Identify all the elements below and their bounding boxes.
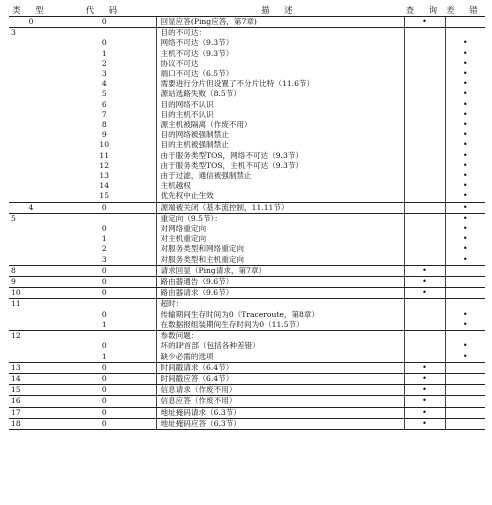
cell-error-mark (445, 17, 485, 28)
cell-code: 0 (53, 362, 156, 373)
cell-type: 12 (9, 331, 53, 342)
cell-description: 超时： (156, 299, 404, 310)
cell-error-mark: • (445, 341, 485, 351)
cell-query-mark (404, 140, 445, 150)
cell-query-mark (404, 202, 445, 213)
cell-error-mark: • (445, 255, 485, 266)
cell-code: 1 (101, 234, 107, 244)
cell-query-mark (404, 79, 445, 89)
cell-type (9, 89, 53, 99)
cell-description: 源站选路失败（8.5节） (156, 89, 404, 99)
cell-query-mark (404, 310, 445, 320)
cell-code: 0 (101, 341, 107, 351)
cell-code: 0 (53, 396, 156, 407)
header-error: 差 错 (446, 4, 484, 15)
cell-type: 18 (9, 418, 53, 429)
cell-error-mark (445, 373, 485, 384)
cell-code: 8 (101, 120, 107, 130)
cell-code: 0 (101, 309, 107, 319)
cell-code: 0 (53, 202, 156, 213)
table-row (9, 288, 485, 299)
cell-type (9, 191, 53, 202)
cell-type (9, 100, 53, 110)
cell-error-mark: • (445, 352, 485, 363)
table-row (9, 418, 485, 429)
cell-code: 0 (53, 407, 156, 418)
table-row (9, 140, 485, 150)
cell-description: 地址掩码请求（6.3节） (156, 407, 404, 418)
cell-type: 17 (9, 407, 53, 418)
header-code: 代 码 (53, 3, 156, 17)
cell-type (9, 161, 53, 171)
cell-error-mark: • (445, 38, 485, 48)
cell-query-mark (404, 341, 445, 351)
cell-description: 目的主机不认识 (156, 110, 404, 120)
cell-query-mark (404, 244, 445, 254)
cell-code: 12 (99, 160, 110, 170)
table-header (9, 3, 485, 17)
cell-error-mark: • (445, 89, 485, 99)
cell-type: 11 (9, 299, 53, 310)
cell-code: 0 (53, 277, 156, 288)
cell-error-mark: • (445, 130, 485, 140)
cell-code: 1 (53, 352, 156, 363)
table-row (9, 224, 485, 234)
cell-query-mark (404, 234, 445, 244)
cell-error-mark: • (445, 202, 485, 213)
cell-description: 由于服务类型TOS，主机不可达（9.3节） (156, 161, 404, 171)
table-row (9, 255, 485, 266)
cell-code: 0 (53, 288, 156, 299)
table-row (9, 89, 485, 99)
cell-description: 源主机被隔离（作废不用） (156, 120, 404, 130)
cell-type: 5 (9, 213, 53, 224)
table-row (9, 171, 485, 181)
table-row (9, 299, 485, 310)
cell-error-mark (445, 277, 485, 288)
cell-query-mark (404, 161, 445, 171)
cell-query-mark: • (404, 17, 445, 28)
cell-error-mark: • (445, 310, 485, 320)
cell-error-mark: • (445, 110, 485, 120)
cell-query-mark (404, 110, 445, 120)
cell-description: 目的网络不认识 (156, 100, 404, 110)
table-row (9, 28, 485, 39)
cell-code: 2 (101, 244, 107, 254)
table-row (9, 17, 485, 28)
cell-query-mark: • (404, 277, 445, 288)
table-row (9, 202, 485, 213)
cell-query-mark (404, 59, 445, 69)
cell-description: 端口不可达（6.5节） (156, 69, 404, 79)
cell-query-mark: • (404, 362, 445, 373)
cell-type (9, 255, 53, 266)
cell-description: 由于服务类型TOS，网络不可达（9.3节） (156, 151, 404, 161)
cell-type: 16 (9, 396, 53, 407)
cell-query-mark: • (404, 288, 445, 299)
cell-description: 目的网络被强制禁止 (156, 130, 404, 140)
cell-description: 对服务类型和主机重定向 (156, 255, 404, 266)
table-row (9, 310, 485, 320)
cell-code: 0 (53, 385, 156, 396)
cell-description: 对主机重定向 (156, 234, 404, 244)
cell-description: 网络不可达（9.3节） (156, 38, 404, 48)
cell-query-mark (404, 299, 445, 310)
cell-query-mark (404, 49, 445, 59)
cell-query-mark (404, 100, 445, 110)
cell-query-mark: • (404, 373, 445, 384)
cell-error-mark: • (445, 213, 485, 224)
cell-error-mark: • (445, 59, 485, 69)
table-row (9, 191, 485, 202)
cell-code: 9 (101, 130, 107, 140)
cell-description: 主机不可达（9.3节） (156, 49, 404, 59)
cell-type (9, 38, 53, 48)
table-row (9, 234, 485, 244)
cell-query-mark: • (404, 407, 445, 418)
cell-query-mark (404, 224, 445, 234)
table-row (9, 130, 485, 140)
table-row (9, 100, 485, 110)
cell-type: 15 (9, 385, 53, 396)
cell-description: 源端被关闭（基本流控制，11.11节） (156, 202, 404, 213)
cell-description: 信息应答（作废不用） (156, 396, 404, 407)
cell-description: 协议不可达 (156, 59, 404, 69)
cell-code (53, 28, 156, 39)
cell-code: 3 (101, 69, 107, 79)
table-row (9, 407, 485, 418)
cell-code: 11 (99, 150, 110, 160)
cell-error-mark (445, 299, 485, 310)
cell-code: 3 (53, 255, 156, 266)
cell-type (9, 69, 53, 79)
table-row (9, 213, 485, 224)
cell-query-mark (404, 151, 445, 161)
cell-error-mark: • (445, 161, 485, 171)
cell-error-mark: • (445, 181, 485, 191)
cell-type (9, 320, 53, 331)
cell-code: 1 (53, 320, 156, 331)
cell-type: 9 (9, 277, 53, 288)
table-row (9, 331, 485, 342)
table-row (9, 79, 485, 89)
cell-query-mark (404, 181, 445, 191)
table-row (9, 69, 485, 79)
cell-query-mark (404, 352, 445, 363)
cell-error-mark: • (445, 49, 485, 59)
cell-error-mark: • (445, 320, 485, 331)
table-row (9, 341, 485, 351)
table-row (9, 265, 485, 276)
cell-type: 14 (9, 373, 53, 384)
cell-error-mark: • (445, 140, 485, 150)
cell-query-mark (404, 331, 445, 342)
table-row (9, 151, 485, 161)
cell-type (9, 171, 53, 181)
cell-description: 请求回显（Ping请求，第7章） (156, 265, 404, 276)
cell-description: 回显应答(Ping应答，第7章) (156, 17, 404, 28)
cell-type (9, 310, 53, 320)
cell-query-mark (404, 171, 445, 181)
cell-error-mark (445, 396, 485, 407)
cell-code (53, 331, 156, 342)
cell-code: 0 (53, 265, 156, 276)
cell-description: 对网络重定向 (156, 224, 404, 234)
cell-code: 13 (99, 171, 110, 181)
cell-type (9, 140, 53, 150)
cell-code: 1 (101, 48, 107, 58)
cell-code: 0 (101, 38, 107, 48)
cell-query-mark (404, 255, 445, 266)
cell-description: 由于过滤，通信被强制禁止 (156, 171, 404, 181)
cell-error-mark (445, 362, 485, 373)
table-row (9, 59, 485, 69)
cell-code: 0 (53, 418, 156, 429)
cell-query-mark (404, 130, 445, 140)
cell-code: 6 (101, 99, 107, 109)
cell-type (9, 181, 53, 191)
cell-description: 路由器通告（9.6节） (156, 277, 404, 288)
cell-error-mark (445, 288, 485, 299)
header-description: 描 述 (156, 3, 404, 17)
cell-query-mark (404, 191, 445, 202)
cell-error-mark (445, 265, 485, 276)
cell-error-mark (445, 407, 485, 418)
cell-error-mark: • (445, 171, 485, 181)
cell-error-mark: • (445, 69, 485, 79)
cell-error-mark: • (445, 224, 485, 234)
cell-query-mark (404, 213, 445, 224)
cell-description: 时间戳请求（6.4节） (156, 362, 404, 373)
cell-code: 0 (53, 17, 156, 28)
cell-type (9, 341, 53, 351)
table-row (9, 244, 485, 254)
cell-description: 在数据报组装期间生存时间为0（11.5节） (156, 320, 404, 331)
cell-query-mark: • (404, 265, 445, 276)
cell-type (9, 224, 53, 234)
cell-description: 目的不可达： (156, 28, 404, 39)
cell-code: 15 (53, 191, 156, 202)
cell-query-mark (404, 69, 445, 79)
cell-query-mark (404, 320, 445, 331)
cell-code: 0 (101, 224, 107, 234)
cell-query-mark (404, 120, 445, 130)
cell-error-mark: • (445, 100, 485, 110)
cell-description: 需要进行分片但设置了不分片比特（11.6节） (156, 79, 404, 89)
cell-code: 0 (53, 373, 156, 384)
table-row (9, 49, 485, 59)
cell-type: 4 (9, 202, 53, 213)
cell-type (9, 130, 53, 140)
cell-type (9, 234, 53, 244)
cell-error-mark: • (445, 151, 485, 161)
cell-error-mark (445, 418, 485, 429)
table-row (9, 362, 485, 373)
cell-code: 5 (101, 89, 107, 99)
cell-code (53, 299, 156, 310)
table-row (9, 161, 485, 171)
cell-type (9, 59, 53, 69)
cell-code: 10 (99, 140, 110, 150)
cell-description: 主机越权 (156, 181, 404, 191)
table-row (9, 277, 485, 288)
cell-error-mark: • (445, 244, 485, 254)
cell-code: 14 (99, 181, 110, 191)
cell-error-mark (445, 28, 485, 39)
table-row (9, 181, 485, 191)
cell-error-mark (445, 385, 485, 396)
table-row (9, 38, 485, 48)
cell-type: 13 (9, 362, 53, 373)
header-query: 查 询 (405, 4, 444, 15)
cell-query-mark (404, 38, 445, 48)
cell-code (53, 213, 156, 224)
cell-query-mark: • (404, 418, 445, 429)
cell-type (9, 120, 53, 130)
cell-error-mark: • (445, 234, 485, 244)
cell-code: 7 (101, 109, 107, 119)
cell-description: 缺少必需的选项 (156, 352, 404, 363)
cell-description: 传输期间生存时间为0（Traceroute，第8章） (156, 310, 404, 320)
cell-description: 路由器请求（9.6节） (156, 288, 404, 299)
table-row (9, 373, 485, 384)
table-row (9, 120, 485, 130)
cell-description: 时间戳应答（6.4节） (156, 373, 404, 384)
cell-code: 4 (101, 79, 107, 89)
cell-description: 信息请求（作废不用） (156, 385, 404, 396)
cell-description: 目的主机被强制禁止 (156, 140, 404, 150)
icmp-message-type-table (9, 3, 485, 430)
cell-error-mark: • (445, 191, 485, 202)
cell-description: 对服务类型和网络重定向 (156, 244, 404, 254)
cell-type (9, 352, 53, 363)
cell-error-mark: • (445, 79, 485, 89)
cell-description: 参数问题： (156, 331, 404, 342)
cell-type (9, 110, 53, 120)
cell-type: 10 (9, 288, 53, 299)
cell-type (9, 244, 53, 254)
table-row (9, 396, 485, 407)
cell-query-mark: • (404, 385, 445, 396)
cell-type: 0 (9, 17, 53, 28)
table-body (9, 17, 485, 430)
table-row (9, 385, 485, 396)
table-row (9, 110, 485, 120)
cell-description: 重定向（9.5节）： (156, 213, 404, 224)
cell-description: 坏的IP首部（包括各种差错） (156, 341, 404, 351)
cell-type (9, 151, 53, 161)
cell-error-mark (445, 331, 485, 342)
cell-code: 2 (101, 58, 107, 68)
cell-type (9, 79, 53, 89)
cell-type: 3 (9, 28, 53, 39)
cell-type (9, 49, 53, 59)
cell-description: 优先权中止生效 (156, 191, 404, 202)
cell-type: 8 (9, 265, 53, 276)
cell-query-mark: • (404, 396, 445, 407)
header-type: 类 型 (9, 3, 53, 17)
cell-description: 地址掩码应答（6.3节） (156, 418, 404, 429)
cell-error-mark: • (445, 120, 485, 130)
cell-query-mark (404, 28, 445, 39)
cell-query-mark (404, 89, 445, 99)
table-row (9, 320, 485, 331)
table-row (9, 352, 485, 363)
